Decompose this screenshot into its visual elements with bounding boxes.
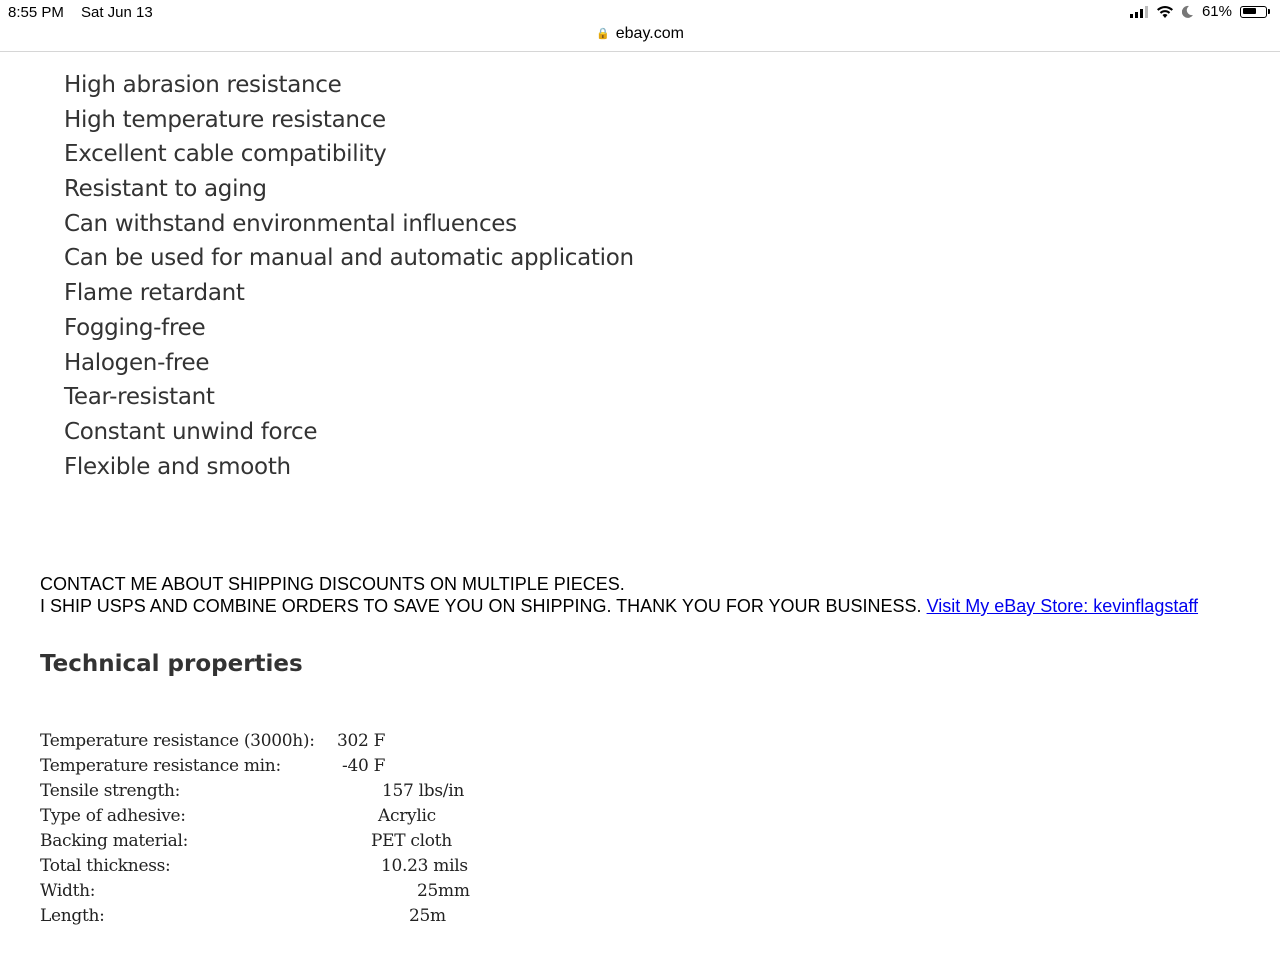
- list-item: Halogen-free: [64, 349, 210, 376]
- list-item: Can be used for manual and automatic application: [64, 245, 634, 272]
- property-value: 10.23 mils: [381, 856, 468, 876]
- property-value: Acrylic: [378, 806, 436, 826]
- property-value: -40 F: [342, 756, 386, 776]
- list-item: Flexible and smooth: [64, 453, 291, 480]
- list-item: Constant unwind force: [64, 418, 318, 445]
- list-item: High temperature resistance: [64, 106, 386, 133]
- contact-notice: [40, 573, 1198, 617]
- table-row: [40, 754, 560, 779]
- table-row: [40, 729, 560, 754]
- technical-properties-table: [40, 729, 560, 929]
- list-item: Can withstand environmental influences: [64, 210, 517, 237]
- property-value: 25mm: [417, 881, 470, 901]
- table-row: [40, 804, 560, 829]
- list-item: Resistant to aging: [64, 176, 267, 203]
- url-bar[interactable]: [0, 22, 1280, 52]
- property-value: 157 lbs/in: [382, 781, 465, 801]
- battery-icon: [1240, 6, 1270, 18]
- table-row: [40, 879, 560, 904]
- list-item: Tear-resistant: [64, 384, 215, 411]
- property-label: Width:: [40, 881, 96, 901]
- list-item: Excellent cable compatibility: [64, 141, 387, 168]
- url-domain: ebay.com: [615, 25, 684, 42]
- property-value: 302 F: [337, 731, 386, 751]
- table-row: [40, 854, 560, 879]
- cellular-signal-icon: [1130, 6, 1148, 18]
- property-label: Temperature resistance min:: [40, 756, 281, 776]
- contact-line-1: CONTACT ME ABOUT SHIPPING DISCOUNTS ON MULTIPLE PIECES.: [40, 574, 625, 594]
- section-title: Technical properties: [40, 651, 303, 677]
- battery-percent: 61%: [1201, 3, 1232, 20]
- property-label: Tensile strength:: [40, 781, 181, 801]
- wifi-icon: [1156, 5, 1174, 19]
- table-row: [40, 779, 560, 804]
- property-label: Backing material:: [40, 831, 189, 851]
- feature-list: [64, 68, 634, 484]
- list-item: Fogging-free: [64, 314, 206, 341]
- status-indicators: [1130, 3, 1270, 20]
- property-label: Length:: [40, 906, 105, 926]
- lock-icon: 🔒: [596, 28, 610, 40]
- property-value: 25m: [409, 906, 446, 926]
- table-row: [40, 829, 560, 854]
- contact-line-2: [40, 595, 1198, 617]
- contact-line-2-text: I SHIP USPS AND COMBINE ORDERS TO SAVE YOU ON SHIPPING. THANK YOU FOR YOUR BUSINESS.: [40, 596, 922, 616]
- list-item: High abrasion resistance: [64, 72, 342, 98]
- status-time: 8:55 PM: [8, 4, 64, 21]
- property-label: Total thickness:: [40, 856, 171, 876]
- property-label: Type of adhesive:: [40, 806, 186, 826]
- table-row: [40, 904, 560, 929]
- property-value: PET cloth: [371, 831, 452, 851]
- moon-icon: [1182, 5, 1194, 18]
- list-item: Flame retardant: [64, 280, 245, 307]
- status-date: Sat Jun 13: [81, 4, 153, 21]
- store-link[interactable]: Visit My eBay Store: kevinflagstaff: [926, 596, 1199, 616]
- property-label: Temperature resistance (3000h):: [40, 731, 315, 751]
